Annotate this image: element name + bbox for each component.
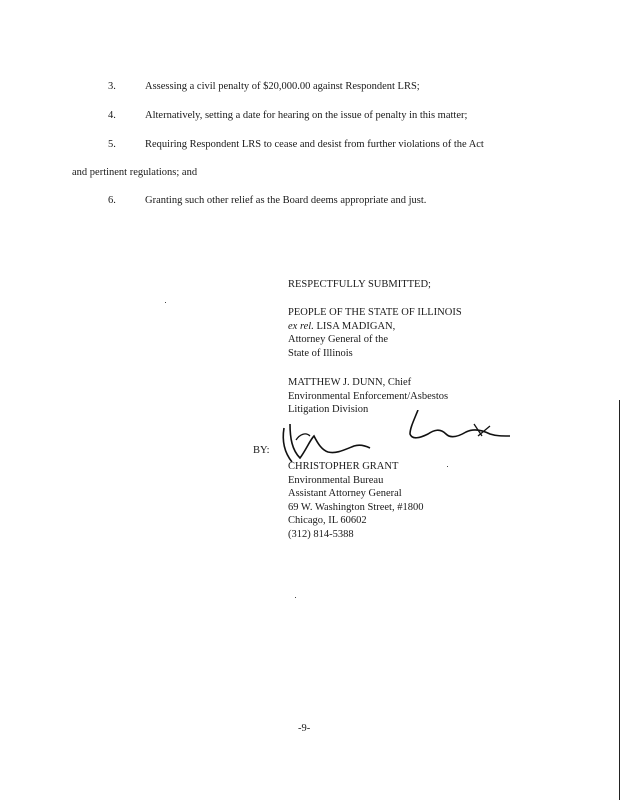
item-4-text: Alternatively, setting a date for hearing on the issue of penalty in this matter;	[145, 110, 468, 121]
people-line-2	[288, 320, 462, 334]
item-6-text: Granting such other relief as the Board deems appropriate and just.	[145, 195, 427, 206]
item-3-number: 3.	[108, 81, 116, 92]
item-5-text: Requiring Respondent LRS to cease and desist from further violations of the Act	[145, 139, 484, 150]
chief-line-2: Environmental Enforcement/Asbestos	[288, 390, 449, 402]
people-line-3: Attorney General of the	[288, 334, 389, 346]
signer-block	[288, 460, 423, 542]
page-number: -9-	[298, 723, 311, 734]
chief-line-3: Litigation Division	[288, 404, 369, 416]
item-4-number: 4.	[108, 110, 116, 121]
scan-edge	[619, 400, 620, 800]
people-line-4: State of Illinois	[288, 347, 353, 359]
ex-rel: ex rel.	[288, 320, 314, 332]
signer-line-2: Assistant Attorney General	[288, 488, 402, 500]
chief-line-1: MATTHEW J. DUNN, Chief	[288, 377, 412, 388]
by-label: BY:	[253, 445, 270, 456]
people-line-1: PEOPLE OF THE STATE OF ILLINOIS	[288, 307, 462, 318]
signer-name: CHRISTOPHER GRANT	[288, 461, 399, 472]
scan-speck	[447, 466, 448, 467]
item-6-number: 6.	[108, 195, 116, 206]
scan-speck	[165, 302, 166, 303]
item-5-number: 5.	[108, 139, 116, 150]
signer-line-4: Chicago, IL 60602	[288, 515, 367, 527]
signer-line-5: (312) 814-5388	[288, 528, 354, 540]
scan-speck	[295, 597, 296, 598]
signer-line-3: 69 W. Washington Street, #1800	[288, 501, 424, 513]
closing: RESPECTFULLY SUBMITTED;	[288, 279, 431, 290]
item-5-continuation: and pertinent regulations; and	[72, 167, 198, 178]
item-3-text: Assessing a civil penalty of $20,000.00 against Respondent LRS;	[145, 81, 420, 92]
signer-line-1: Environmental Bureau	[288, 474, 384, 486]
attorney-general-name: LISA MADIGAN,	[316, 320, 396, 332]
people-block	[288, 306, 462, 360]
